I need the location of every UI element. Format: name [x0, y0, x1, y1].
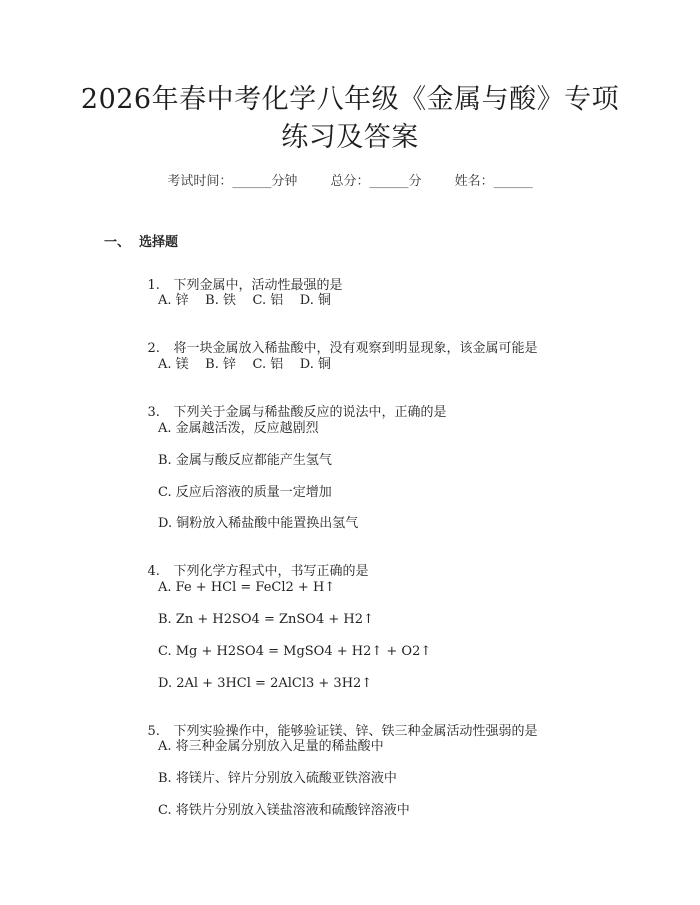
- name-label: 姓名：: [454, 174, 494, 189]
- option-item: C. Mg + H2SO4 = MgSO4 + H2↑ + O2↑: [158, 644, 432, 659]
- name-blank: ______: [493, 174, 533, 189]
- score-unit: 分: [408, 174, 422, 189]
- question-number: 5.: [147, 724, 160, 739]
- question-text: 下列关于金属与稀盐酸反应的说法中，正确的是: [173, 405, 447, 420]
- question-text: 将一块金属放入稀盐酸中，没有观察到明显现象，该金属可能是: [173, 341, 538, 356]
- question-text: 下列化学方程式中，书写正确的是: [173, 564, 369, 579]
- page-title-line2: 练习及答案: [281, 122, 419, 153]
- option-item: D. 2Al + 3HCl = 2AlCl3 + 3H2↑: [158, 676, 373, 691]
- exam-info-line: [0, 170, 700, 189]
- time-blank: ______: [232, 174, 272, 189]
- option-item: C. 将铁片分别放入镁盐溶液和硫酸锌溶液中: [158, 803, 410, 818]
- question-1-options: A. 锌 B. 铁 C. 铝 D. 铜: [158, 293, 332, 308]
- option-item: B. Zn + H2SO4 = ZnSO4 + H2↑: [158, 612, 374, 627]
- question-number: 2.: [147, 341, 160, 356]
- question-text: 下列实验操作中，能够验证镁、锌、铁三种金属活动性强弱的是: [173, 724, 538, 739]
- option-item: B. 将镁片、锌片分别放入硫酸亚铁溶液中: [158, 771, 397, 786]
- question-number: 3.: [147, 405, 160, 420]
- option-item: C. 反应后溶液的质量一定增加: [158, 485, 332, 500]
- option-item: A. 将三种金属分别放入足量的稀盐酸中: [158, 739, 384, 754]
- option-item: D. 铜粉放入稀盐酸中能置换出氢气: [158, 516, 359, 531]
- score-label: 总分：: [330, 174, 370, 189]
- question-text: 下列金属中，活动性最强的是: [173, 278, 343, 293]
- question-number: 4.: [147, 564, 160, 579]
- time-label: 考试时间：: [167, 174, 233, 189]
- score-blank: ______: [369, 174, 409, 189]
- question-2-options: A. 镁 B. 锌 C. 铝 D. 铜: [158, 357, 332, 372]
- option-item: A. 金属越活泼，反应越剧烈: [158, 421, 319, 436]
- option-item: B. 金属与酸反应都能产生氢气: [158, 453, 332, 468]
- section-heading-choice: 一、 选择题: [104, 235, 179, 250]
- question-number: 1.: [147, 278, 160, 293]
- page-title-line1: 2026年春中考化学八年级《金属与酸》专项: [80, 84, 620, 115]
- time-unit: 分钟: [271, 174, 298, 189]
- option-item: A. Fe + HCl = FeCl2 + H↑: [158, 580, 336, 595]
